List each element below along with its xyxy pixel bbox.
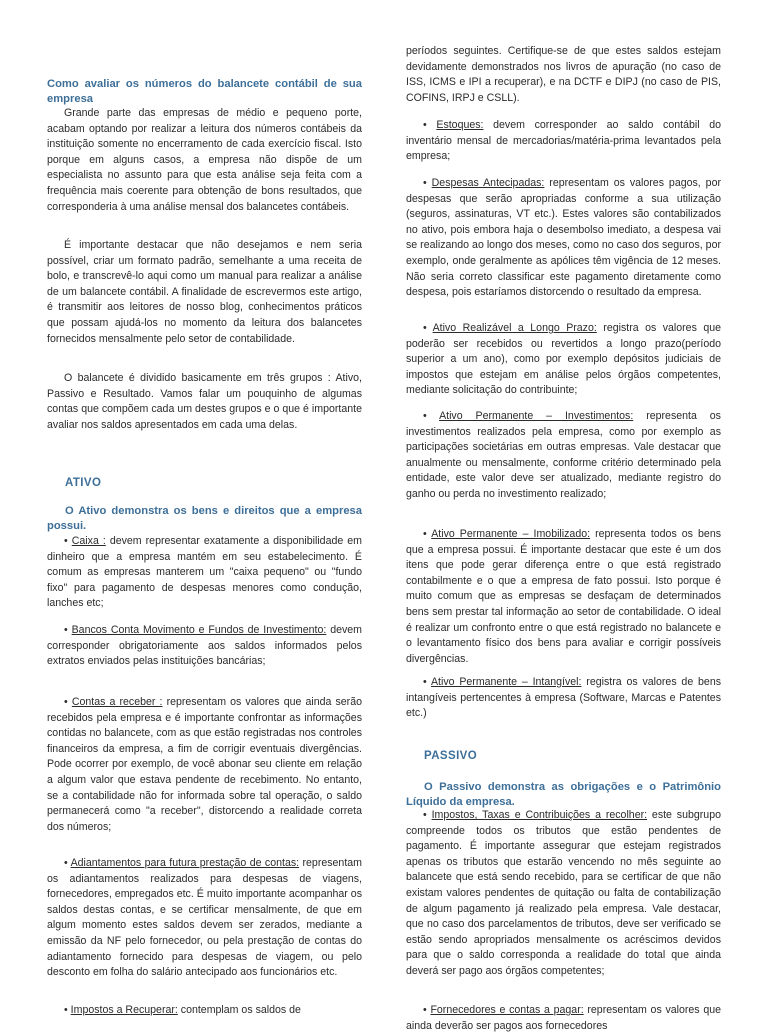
list-item-impostos-recolher: • Impostos, Taxas e Contribuições a recolher: este subgrupo compreende todos os tributos que estão pendentes de pagamento. É importante assegurar que estejam registrados apenas os tributos que estarão vencendo no mês seguinte ao balancete que está sendo recebido, para se certificar de que não existam valores pendentes de quitação ou falta de contabilização de algum pagamento já realizado pela empresa. Vale destacar, que no caso dos parcelamentos de tributos, deve ser verificado se estão sendo apropriados mensalmente os acréscimos devidos para que o saldo corresponda a realidade do total que ainda deverá ser pago aos órgãos competentes; <box>406 809 721 977</box>
term-investimentos: Ativo Permanente – Investimentos: <box>439 410 634 422</box>
article-title: Como avaliar os números do balancete contábil de sua empresa <box>47 78 362 105</box>
list-item-bancos: • Bancos Conta Movimento e Fundos de Investimento: devem corresponder obrigatoriamente aos saldos informados pelos extratos enviados pelas instituições bancárias; <box>47 624 362 668</box>
term-estoques: Estoques: <box>436 119 484 131</box>
list-item-intangivel: • Ativo Permanente – Intangível: registra os valores de bens intangíveis pertencentes à empresa (Software, Marcas e Patentes etc.) <box>406 676 722 720</box>
term-imobilizado: Ativo Permanente – Imobilizado: <box>431 528 591 540</box>
term-contas-receber: Contas a receber : <box>71 696 163 708</box>
intro-paragraph-3: O balancete é dividido basicamente em três grupos : Ativo, Passivo e Resultado. Vamos falar um pouquinho de algumas contas que compõem cada um destes grupos e o que é importante avaliar nos saldos apresentados em cada uma delas. <box>47 372 362 431</box>
passivo-subtitle: O Passivo demonstra as obrigações e o Patrimônio Líquido da empresa. <box>406 781 721 808</box>
list-item-despesas-antecipadas: • Despesas Antecipadas: representam os valores pagos, por despesas que serão apropriadas conforme a sua utilização (seguros, assinaturas, VT etc.). Estes valores são contabilizados no ativo, pois embora haja o desembolso imediato, a despesa vai se realizando ao longo dos meses, como no caso dos seguros, por exemplo, onde geralmente as apólices têm vigência de 12 meses. Não seria correto classificar este pagamento diretamente como despesa, pois estaríamos distorcendo o resultado da empresa. <box>406 177 721 299</box>
term-despesas-antecipadas: Despesas Antecipadas: <box>431 177 545 189</box>
ativo-subtitle: O Ativo demonstra os bens e direitos que a empresa possui. <box>47 505 362 532</box>
term-impostos-recuperar: Impostos a Recuperar: <box>70 1004 178 1016</box>
section-title-passivo: PASSIVO <box>424 750 478 762</box>
list-item-imobilizado: • Ativo Permanente – Imobilizado: representa todos os bens que a empresa possui. É importante destacar que este é um dos itens que pode gerar diferença entre o que está registrado contabilmente e o que a empresa de fato possui. Isto porque é muito comum que as empresas se desfaçam de determinados bens sem prestar tal informação ao setor de contabilidade. O ideal é realizar um confronto entre o que está registrado no balancete e o levantamento físico dos bens para avaliar e corrigir possíveis divergências. <box>406 528 722 665</box>
list-item-contas-receber: • Contas a receber : representam os valores que ainda serão recebidos pela empresa e é importante confrontar as informações contidas no balancete, com as que estão registradas nos controles financeiros da empresa, a fim de corrigir eventuais divergências. Pode ocorrer por exemplo, de você abonar seu cliente em relação a algum valor que estava pendente de recebimento. No entanto, se a contabilidade não for informada sobre tal operação, o saldo permanecerá como "a receber", distorcendo a realidade correta dos números; <box>47 696 362 833</box>
section-title-ativo: ATIVO <box>65 477 102 489</box>
term-realizavel: Ativo Realizável a Longo Prazo: <box>432 322 597 334</box>
list-item-realizavel: • Ativo Realizável a Longo Prazo: registra os valores que poderão ser recebidos ou revertidos a longo prazo(período superior a um ano), como por exemplo depósitos judiciais de impostos que estejam em análise pelos órgãos competentes, mediante solicitação do contribuinte; <box>406 322 721 397</box>
term-bancos: Bancos Conta Movimento e Fundos de Investimento: <box>71 624 327 636</box>
list-item-impostos-recuperar: • Impostos a Recuperar: contemplam os saldos de <box>64 1004 301 1016</box>
term-adiantamentos: Adiantamentos para futura prestação de contas: <box>70 857 300 869</box>
continuation-paragraph: períodos seguintes. Certifique-se de que estes saldos estejam devidamente demonstrados nos livros de apuração (no caso de ISS, ICMS e IPI a recuperar), e na DCTF e DIPJ (no caso de PIS, COFINS, IRPJ e CSLL). <box>406 45 721 104</box>
list-item-caixa: • Caixa : devem representar exatamente a disponibilidade em dinheiro que a empresa mantém em seu estabelecimento. É comum as empresas manterem um "caixa pequeno" ou "fundo fixo" para pagamento de despesas menores como condução, lanches etc; <box>47 535 362 610</box>
term-impostos-recolher: Impostos, Taxas e Contribuições a recolher: <box>431 809 648 821</box>
term-caixa: Caixa : <box>71 535 106 547</box>
list-item-investimentos: • Ativo Permanente – Investimentos: representa os investimentos realizados pela empresa, como por exemplo as participações societárias em outras empresas. Vale destacar que anualmente ou mensalmente, conforme critério determinado pela entidade, este valor deve ser atualizado, mediante registro do ganho ou perda no investimento realizado; <box>406 410 721 500</box>
term-fornecedores: Fornecedores e contas a pagar: <box>430 1004 584 1016</box>
intro-paragraph-1: Grande parte das empresas de médio e pequeno porte, acabam optando por realizar a leitura dos números contábeis da instituição somente no encerramento de cada exercício fiscal. Isto porque em alguns casos, a empresa não dispõe de um especialista no assunto para que esta análise seja feita com a frequência mais coerente para obtenção de bons resultados, que corresponderia à uma análise mensal dos balancetes contábeis. <box>47 107 362 213</box>
list-item-estoques: • Estoques: devem corresponder ao saldo contábil do inventário mensal de mercadorias/matéria-prima levantados pela empresa; <box>406 119 721 163</box>
term-intangivel: Ativo Permanente – Intangível: <box>430 676 582 688</box>
list-item-adiantamentos: • Adiantamentos para futura prestação de contas: representam os adiantamentos realizados para despesas de viagens, fornecedores, empregados etc. É muito importante acompanhar os saldos destas contas, e se certificar mensalmente, de que em algum momento estes saldos devem ser zerados, mediante a emissão da NF pelo fornecedor, ou pela prestação de contas do adiantamento fornecido para despesas de viagem, ou pelo desconto em folha do salário antecipado aos funcionários etc. <box>47 857 362 979</box>
list-item-fornecedores: • Fornecedores e contas a pagar: representam os valores que ainda deverão ser pagos aos fornecedores <box>406 1004 721 1032</box>
intro-paragraph-2: É importante destacar que não desejamos e nem seria possível, criar um formato padrão, semelhante a uma receita de bolo, e transcrevê-lo aqui como um manual para realizar a análise de um balancete contábil. A finalidade de escrevermos este artigo, é transmitir aos leitores de nosso blog, conhecimentos práticos que possam ajudá-los no momento da leitura dos balancetes fornecidos mensalmente pelo setor de contabilidade. <box>47 239 362 345</box>
